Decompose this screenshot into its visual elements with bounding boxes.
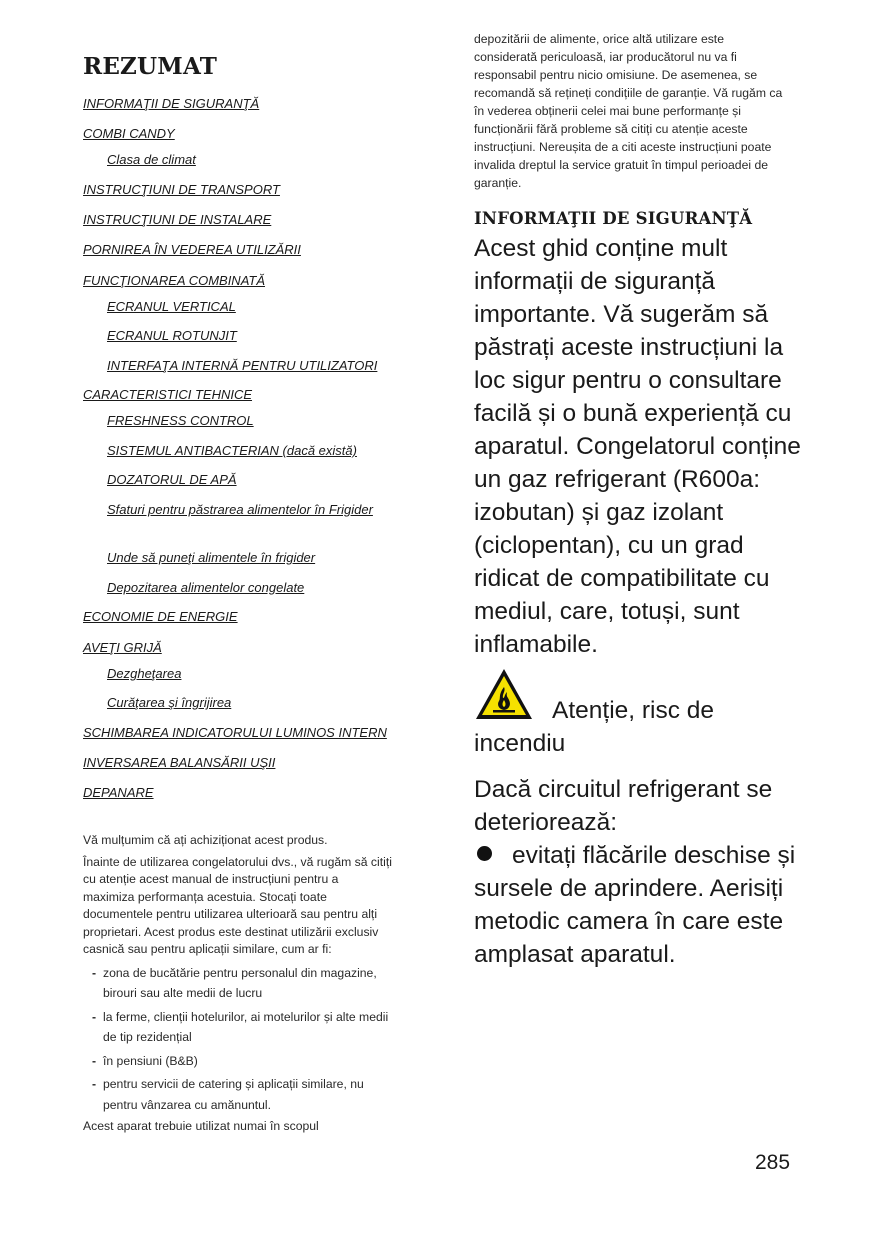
continuation-paragraph: depozitării de alimente, orice altă utilizare este considerată periculoasă, iar producătorul nu va fi responsabil pentru nicio omisiune. De asemenea, se recomandă să rețineți condițiile de garanție. Vă rugăm ca în vederea obținerii celei mai bune performanțe și funcționării fără probleme să citiți cu atenție aceste instrucțiuni. Nereușita de a citi aceste instrucțiuni poate invalida dreptul la service gratuit în timpul perioadei de garanție. [474,32,783,190]
toc-link-depanare[interactable]: DEPANARE [83,785,154,800]
toc-link-interfata-interna[interactable]: INTERFAŢA INTERNĂ PENTRU UTILIZATORI [107,358,378,373]
toc-link-informatii-siguranta[interactable]: INFORMAŢII DE SIGURANŢĂ [83,96,260,111]
toc-link-instructiuni-transport[interactable]: INSTRUCŢIUNI DE TRANSPORT [83,182,280,197]
list-item: - în pensiuni (B&B) [83,1051,393,1072]
toc-link-depozitarea-congelate[interactable]: Depozitarea alimentelor congelate [107,580,305,595]
usage-list [83,963,393,1116]
intro-section [83,832,393,1140]
toc-link-economie-energie[interactable]: ECONOMIE DE ENERGIE [83,609,238,624]
list-item: - la ferme, clienții hotelurilor, ai motelurilor și alte medii de tip rezidențial [83,1007,393,1048]
dash-marker: - [92,965,97,980]
toc-link-instructiuni-instalare[interactable]: INSTRUCŢIUNI DE INSTALARE [83,212,272,227]
list-item: - pentru servicii de catering și aplicații similare, nu pentru vânzarea cu amănuntul. [83,1074,393,1115]
safety-paragraph: Acest ghid conține mult informații de siguranță importante. Vă sugerăm să păstrați aceste instrucțiuni la loc sigur pentru o consultare facilă și o bună experiență cu aparatul. Congelatorul conține un gaz refrigerant (R600a: izobutan) și gaz izolant (ciclopentan), cu un grad ridicat de compatibilitate cu mediul, care, totuși, sunt inflamabile. [474,235,801,658]
dash-marker: - [92,1009,97,1024]
toc-link-unde-puneti-alimentele[interactable]: Unde să puneţi alimentele în frigider [107,550,316,565]
toc-link-curatarea-ingrijirea[interactable]: Curăţarea şi îngrijirea [107,695,232,710]
safety-heading: INFORMAŢII DE SIGURANŢĂ [474,209,753,228]
warning-line-2: incendiu [474,730,566,757]
toc-link-pornirea[interactable]: PORNIREA ÎN VEDEREA UTILIZĂRII [83,242,301,257]
intro-paragraph: Înainte de utilizarea congelatorului dvs., vă rugăm să citiți cu atenție acest manual de instrucțiuni pentru a maximiza performanța acestuia. Stocați toate documentele pentru utilizarea ulterioară sau pentru alți proprietari. Acest produs este destinat utilizării exclusiv casnică sau pentru aplicații similare, cum ar fi: [83,854,392,956]
toc-link-clasa-climat[interactable]: Clasa de climat [107,152,196,167]
toc-link-inversarea-usii[interactable]: INVERSAREA BALANSĂRII UŞII [83,755,276,770]
warning-line-1: Atenție, risc de [552,697,715,724]
toc-link-sfaturi-pastrare[interactable]: Sfaturi pentru păstrarea alimentelor în Frigider [107,502,373,517]
toc-link-schimbarea-indicatorului[interactable]: SCHIMBAREA INDICATORULUI LUMINOS INTERN [83,725,387,740]
toc-title: REZUMAT [83,53,218,80]
toc-link-ecranul-rotunjit[interactable]: ECRANUL ROTUNJIT [107,328,237,343]
toc-link-combi-candy[interactable]: COMBI CANDY [83,126,175,141]
page-number: 285 [755,1151,791,1174]
toc-link-sistemul-antibacterian[interactable]: SISTEMUL ANTIBACTERIAN (dacă există) [107,443,357,458]
toc-link-dozatorul-apa[interactable]: DOZATORUL DE APĂ [107,472,237,487]
list-item: - zona de bucătărie pentru personalul din magazine, birouri sau alte medii de lucru [83,963,393,1004]
circuit-paragraph: Dacă circuitul refrigerant se deteriorează: [474,776,773,836]
dash-marker: - [92,1077,97,1091]
toc-link-functionarea-combinata[interactable]: FUNCŢIONAREA COMBINATĂ [83,273,266,288]
bullet-paragraph: evitați flăcările deschise și sursele de aprindere. Aerisiți metodic camera în care este amplasat aparatul. [474,842,796,968]
intro-thanks: Vă mulțumim că ați achiziționat acest produs. [83,833,328,847]
dash-marker: - [92,1053,97,1068]
toc-link-aveti-grija[interactable]: AVEŢI GRIJĂ [83,640,162,655]
toc-link-freshness-control[interactable]: FRESHNESS CONTROL [107,413,254,428]
toc-link-dezghetarea[interactable]: Dezgheţarea [107,666,182,681]
toc-link-caracteristici-tehnice[interactable]: CARACTERISTICI TEHNICE [83,387,253,402]
flammable-warning-icon [474,667,534,721]
intro-last-line: Acest aparat trebuie utilizat numai în scopul [83,1119,319,1133]
toc-link-ecranul-vertical[interactable]: ECRANUL VERTICAL [107,299,236,314]
